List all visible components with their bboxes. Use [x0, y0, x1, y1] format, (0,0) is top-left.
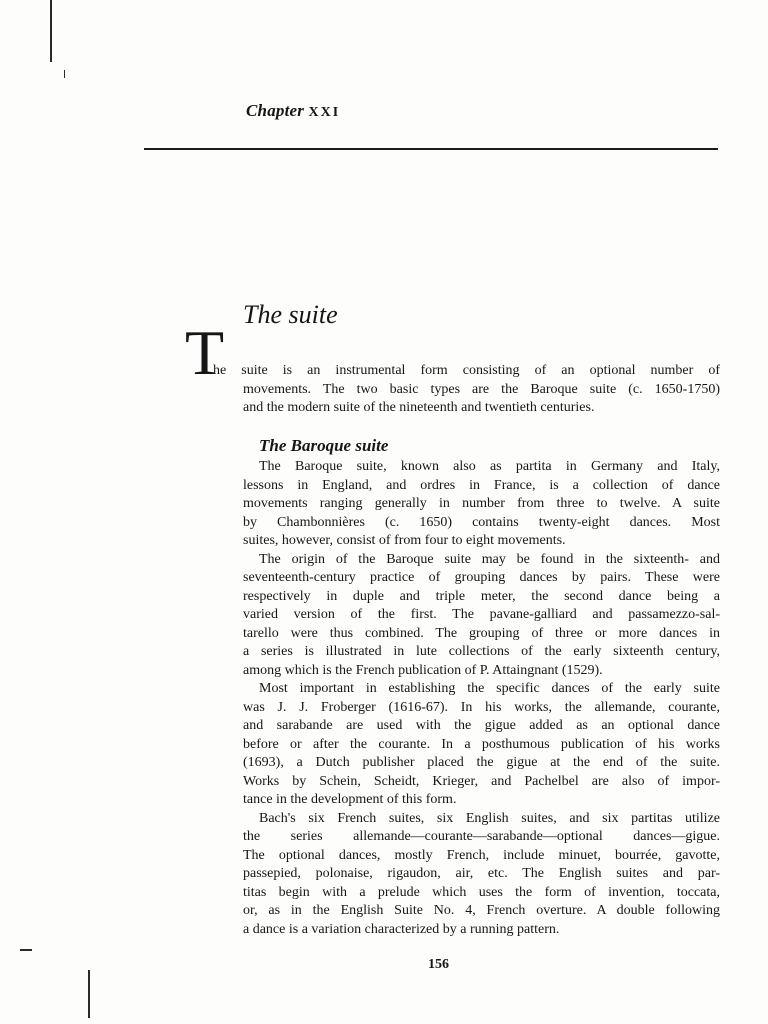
chapter-heading: [246, 101, 340, 121]
chapter-rule: [144, 148, 718, 150]
section-heading: The Baroque suite: [259, 436, 389, 455]
body-line: movements ranging generally in number from three to twelve. A suite: [243, 496, 720, 511]
body-line: Works by Schein, Scheidt, Krieger, and Pachelbel are also of impor-: [243, 773, 720, 789]
intro-paragraph: [213, 362, 720, 418]
page-title: The suite: [243, 300, 338, 329]
intro-line: and the modern suite of the nineteenth and twentieth centuries.: [243, 400, 595, 415]
body-line: The Baroque suite, known also as partita in Germany and Italy,: [259, 459, 720, 474]
intro-line: movements. The two basic types are the Baroque suite (c. 1650-1750): [243, 381, 720, 397]
chapter-number: XXI: [308, 105, 341, 120]
body-line: Bach's six French suites, six English suites, and six partitas utilize: [259, 810, 720, 826]
scan-mark-small: [64, 70, 65, 78]
body-line: varied version of the first. The pavane-galliard and passamezzo-sal-: [243, 607, 720, 622]
section-body: [243, 458, 720, 939]
scan-mark-bottom: [88, 970, 90, 1018]
body-line: The origin of the Baroque suite may be found in the sixteenth- and: [259, 551, 720, 567]
body-line: and sarabande are used with the gigue added as an optional dance: [243, 718, 720, 733]
body-line: respectively in duple and triple meter, the second dance being a: [243, 588, 720, 604]
chapter-word: Chapter: [246, 101, 305, 120]
body-line: titas begin with a prelude which uses the form of invention, toccata,: [243, 884, 720, 900]
body-line: was J. J. Froberger (1616-67). In his works, the allemande, courante,: [243, 699, 720, 715]
body-line: among which is the French publication of P. Attaingnant (1529).: [243, 662, 603, 678]
body-line: lessons in England, and ordres in France, is a collection of dance: [243, 477, 720, 493]
body-line: a dance is a variation characterized by a running pattern.: [243, 921, 560, 937]
scan-mark-dash: [20, 949, 32, 951]
body-line: suites, however, consist of from four to eight movements.: [243, 533, 566, 548]
body-line: Most important in establishing the specific dances of the early suite: [259, 681, 720, 696]
page-number: 156: [428, 957, 449, 972]
body-line: or, as in the English Suite No. 4, French overture. A double following: [243, 903, 720, 918]
scan-mark-top: [50, 0, 52, 62]
body-line: before or after the courante. In a posthumous publication of his works: [243, 736, 720, 752]
body-line: (1693), a Dutch publisher placed the gigue at the end of the suite.: [243, 755, 720, 770]
body-line: passepied, polonaise, rigaudon, air, etc. The English suites and par-: [243, 866, 720, 881]
body-line: by Chambonnières (c. 1650) contains twenty-eight dances. Most: [243, 514, 720, 530]
body-line: the series allemande—courante—sarabande—optional dances—gigue.: [243, 829, 720, 844]
body-line: seventeenth-century practice of grouping dances by pairs. These were: [243, 570, 720, 585]
drop-cap: T: [185, 317, 225, 388]
body-line: tarello were thus combined. The grouping of three or more dances in: [243, 625, 720, 641]
body-line: tance in the development of this form.: [243, 792, 457, 807]
body-line: a series is illustrated in lute collections of the early sixteenth century,: [243, 644, 720, 659]
intro-line: he suite is an instrumental form consisting of an optional number of: [213, 363, 720, 378]
body-line: The optional dances, mostly French, include minuet, bourrée, gavotte,: [243, 847, 720, 863]
